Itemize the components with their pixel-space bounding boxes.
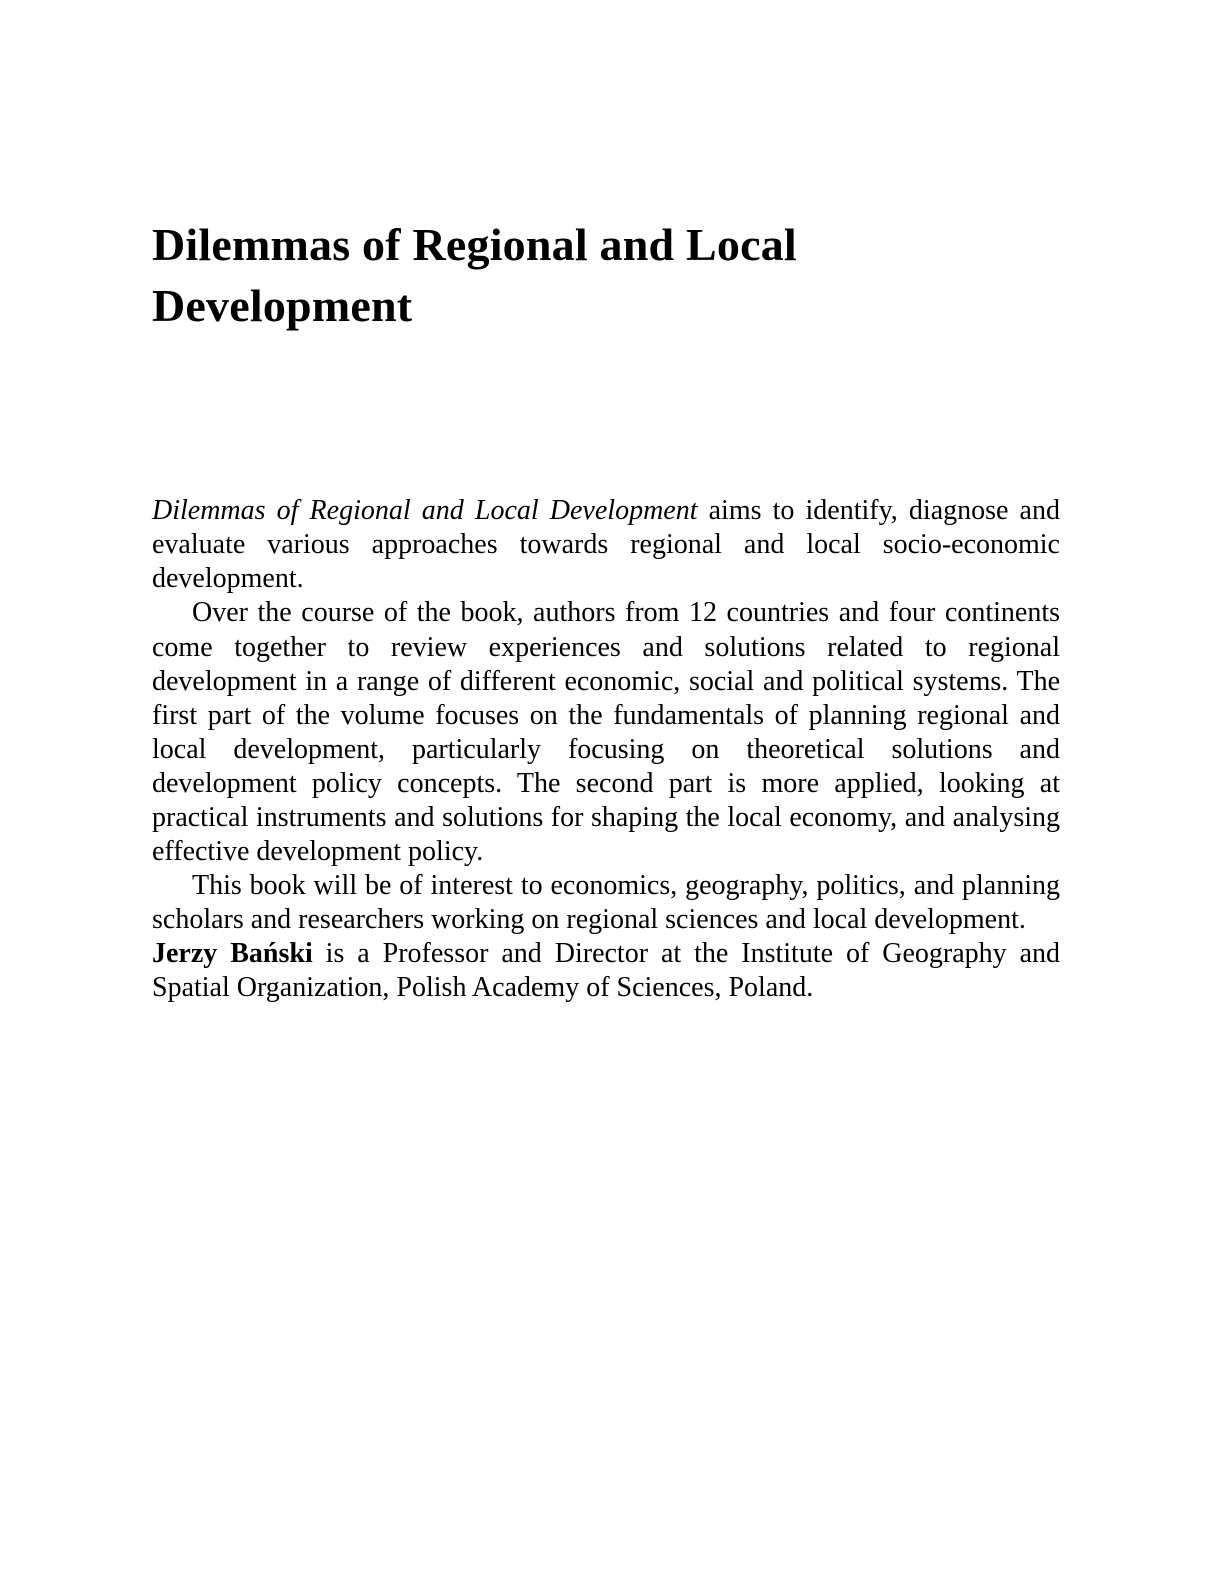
- book-description: [152, 494, 1060, 1004]
- page-content: [152, 215, 1060, 1005]
- author-bio-paragraph: [152, 937, 1060, 1005]
- book-title: Dilemmas of Regional and Local Development: [152, 219, 797, 331]
- author-bio-text: is a Professor and Director at the Institute of Geography and Spatial Organization, Polish Academy of Sciences, Poland.: [152, 937, 1061, 1003]
- intro-paragraph-text: aims to identify, diagnose and evaluate various approaches towards regional and local socio-economic development.: [152, 495, 1060, 595]
- intro-italic-title: Dilemmas of Regional and Local Development: [152, 495, 698, 527]
- intro-paragraph: [152, 494, 1060, 596]
- body-paragraph-2: This book will be of interest to economics, geography, politics, and planning scholars and researchers working on regional sciences and local development.: [152, 869, 1060, 935]
- body-paragraph-1: Over the course of the book, authors from 12 countries and four continents come together to review experiences and solutions related to regional development in a range of different economic, social and political systems. The first part of the volume focuses on the fundamentals of planning regional and local development, particularly focusing on theoretical solutions and development policy concepts. The second part is more applied, looking at practical instruments and solutions for shaping the local economy, and analysing effective development policy.: [152, 597, 1060, 867]
- author-name: Jerzy Bański: [152, 937, 313, 969]
